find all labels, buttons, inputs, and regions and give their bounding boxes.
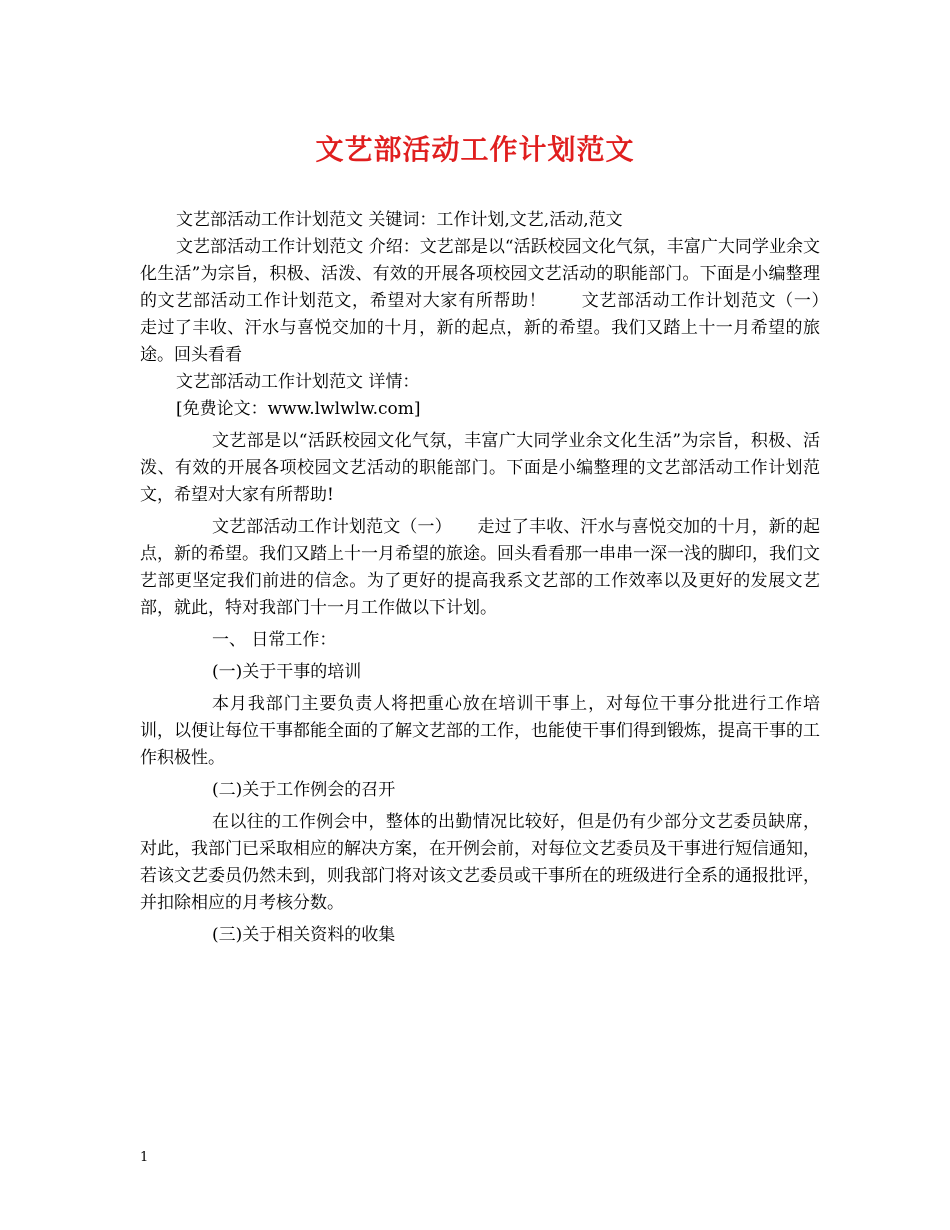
subsection-heading: (一)关于干事的培训	[212, 662, 362, 682]
keywords-paragraph: 文艺部活动工作计划范文 关键词：工作计划,文艺,活动,范文	[176, 210, 623, 230]
source-note: [免费论文：www.lwlwlw.com]	[176, 399, 421, 419]
details-label: 文艺部活动工作计划范文 详情：	[176, 372, 420, 392]
subsection-heading: (三)关于相关资料的收集	[212, 925, 396, 945]
subsection-heading: (二)关于工作例会的召开	[212, 780, 396, 800]
document-body	[140, 207, 854, 949]
body-paragraph: 在以往的工作例会中，整体的出勤情况比较好，但是仍有少部分文艺委员缺席，对此，我部门已采取相应的解决方案，在开例会前，对每位文艺委员及干事进行短信通知，若该文艺委员仍然未到，则我部门将对该文艺委员或干事所在的班级进行全系的通报批评，并扣除相应的月考核分数。	[140, 812, 820, 913]
body-paragraph: 本月我部门主要负责人将把重心放在培训干事上，对每位干事分批进行工作培训，以便让每位干事都能全面的了解文艺部的工作，也能使干事们得到锻炼，提高干事的工作积极性。	[140, 694, 820, 768]
section-heading: 一、 日常工作：	[212, 630, 337, 650]
body-paragraph: 文艺部是以“活跃校园文化气氛，丰富广大同学业余文化生活”为宗旨，积极、活泼、有效的开展各项校园文艺活动的职能部门。下面是小编整理的文艺部活动工作计划范文，希望对大家有所帮助!	[140, 431, 820, 505]
page-number: 1	[140, 1150, 149, 1165]
intro-paragraph: 文艺部活动工作计划范文 介绍：文艺部是以“活跃校园文化气氛，丰富广大同学业余文化生活”为宗旨，积极、活泼、有效的开展各项校园文艺活动的职能部门。下面是小编整理的文艺部活动工作计划范文，希望对大家有所帮助！ 文艺部活动工作计划范文（一） 走过了丰收、汗水与喜悦交加的十月，新的起点，新的希望。我们又踏上十一月希望的旅途。回头看看	[140, 237, 854, 365]
document-title: 文艺部活动工作计划范文	[315, 133, 635, 166]
body-paragraph: 文艺部活动工作计划范文（一） 走过了丰收、汗水与喜悦交加的十月，新的起点，新的希望。我们又踏上十一月希望的旅途。回头看看那一串串一深一浅的脚印，我们文艺部更坚定我们前进的信念。为了更好的提高我系文艺部的工作效率以及更好的发展文艺部，就此，特对我部门十一月工作做以下计划。	[140, 517, 820, 618]
